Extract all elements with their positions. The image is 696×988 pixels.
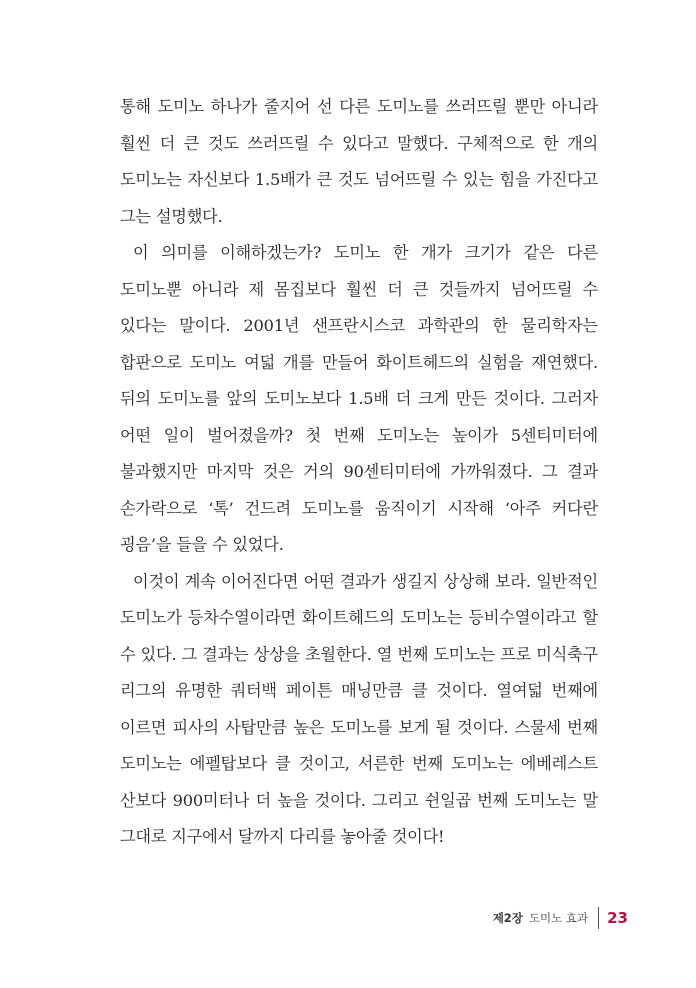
paragraph-continuation: 통해 도미노 하나가 줄지어 선 다른 도미노를 쓰러뜨릴 뿐만 아니라 훨씬 더 큰 것도 쓰러뜨릴 수 있다고 말했다. 구체적으로 한 개의 도미노는 자신보다 1.5배가 큰 것도 넘어뜨릴 수 있는 힘을 가진다고 그는 설명했다. [120, 97, 598, 226]
footer-divider [598, 907, 599, 929]
page-number: 23 [607, 909, 628, 927]
paragraph-geometric-growth: 이것이 계속 이어진다면 어떤 결과가 생길지 상상해 보라. 일반적인 도미노가 등차수열이라면 화이트헤드의 도미노는 등비수열이라고 할 수 있다. 그 결과는 상상을 초월한다. 열 번째 도미노는 프로 미식축구 리그의 유명한 쿼터백 페이튼 매닝만큼 클 것이다. 열여덟 번째에 이르면 피사의 사탑만큼 높은 도미노를 보게 될 것이다. 스물세 번째 도미노는 에펠탑보다 클 것이고, 서른한 번째 도미노는 에베레스트 산보다 900미터나 더 높을 것이다. 그리고 쉰일곱 번째 도미노는 말 그대로 지구에서 달까지 다리를 놓아줄 것이다! [120, 571, 598, 846]
paragraph-explanation: 이 의미를 이해하겠는가? 도미노 한 개가 크기가 같은 다른 도미노뿐 아니라 제 몸집보다 훨씬 더 큰 것들까지 넘어뜨릴 수 있다는 말이다. 2001년 샌프란시스코 과학관의 한 물리학자는 합판으로 도미노 여덟 개를 만들어 화이트헤드의 실험을 재연했다. 뒤의 도미노를 앞의 도미노보다 1.5배 더 크게 만든 것이다. 그러자 어떤 일이 벌어졌을까? 첫 번째 도미노는 높이가 5센티미터에 불과했지만 마지막 것은 거의 90센티미터에 가까워졌다. 그 결과 손가락으로 ‘톡’ 건드려 도미노를 움직이기 시작해 ‘아주 커다란 굉음’을 들을 수 있었다. [120, 243, 598, 554]
chapter-label: 제2장 [492, 911, 523, 925]
page-footer [493, 906, 628, 930]
chapter-title: 도미노 효과 [528, 911, 589, 925]
body-text [120, 89, 598, 856]
